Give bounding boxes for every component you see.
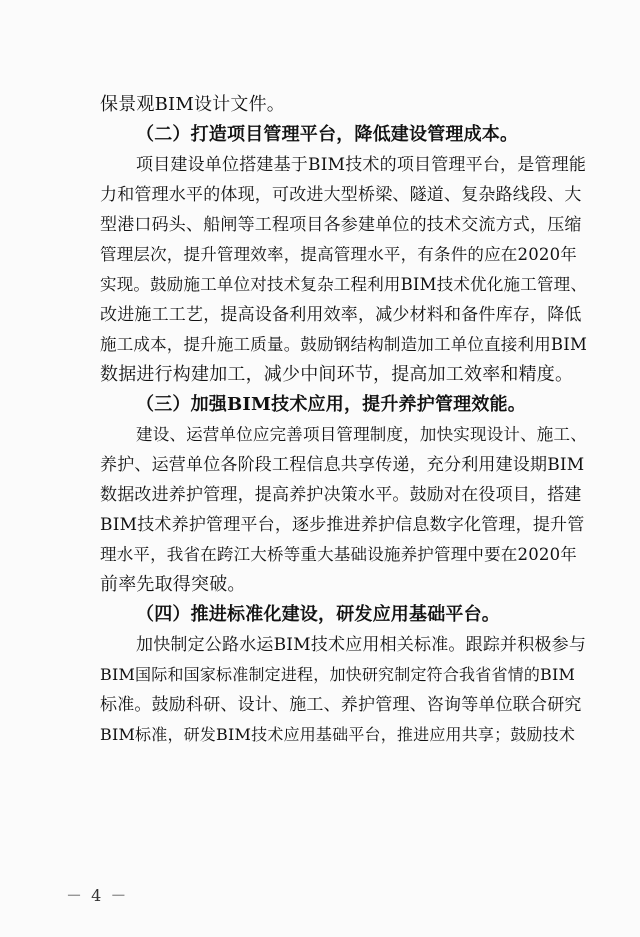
text-line: 项目建设单位搭建基于BIM技术的项目管理平台，是管理能 [136, 155, 587, 175]
text-line: BIM技术养护管理平台，逐步推进养护信息数字化管理，提升管 [100, 515, 585, 535]
section-heading: （二）打造项目管理平台，降低建设管理成本。 [136, 124, 519, 145]
page-number: － 4 － [66, 886, 129, 905]
text-line: 理水平，我省在跨江大桥等重大基础设施养护管理中要在2020年 [100, 545, 577, 564]
text-line: 施工成本，提升施工质量。鼓励钢结构制造加工单位直接利用BIM [100, 335, 588, 354]
text-line: 实现。鼓励施工单位对技术复杂工程利用BIM技术优化施工管理、 [100, 275, 588, 294]
text-line: 养护、运营单位各阶段工程信息共享传递，充分利用建设期BIM [100, 455, 585, 475]
text-line: 建设、运营单位应完善项目管理制度，加快实现设计、施工、 [136, 425, 587, 444]
text-line: BIM标准，研发BIM技术应用基础平台，推进应用共享；鼓励技术 [100, 725, 576, 744]
text-line: 加快制定公路水运BIM技术应用相关标准。跟踪并积极参与 [136, 635, 587, 655]
document-body [100, 90, 588, 750]
text-line: 改进施工工艺，提高设备利用效率，减少材料和备件库存，降低 [100, 305, 582, 325]
text-line: 型港口码头、船闸等工程项目各参建单位的技术交流方式，压缩 [100, 215, 582, 235]
text-line: 标准。鼓励科研、设计、施工、养护管理、咨询等单位联合研究 [100, 695, 582, 715]
text-line: BIM国际和国家标准制定进程，加快研究制定符合我省省情的BIM [100, 665, 576, 684]
text-line: 前率先取得突破。 [100, 574, 246, 595]
section-heading: （四）推进标准化建设，研发应用基础平台。 [136, 604, 500, 625]
text-line: 数据改进养护管理，提高养护决策水平。鼓励对在役项目，搭建 [100, 485, 582, 505]
text-line: 管理层次，提升管理效率，提高管理水平，有条件的应在2020年 [100, 245, 577, 264]
text-line: 数据进行构建加工，减少中间环节，提高加工效率和精度。 [100, 364, 574, 385]
text-line: 保景观BIM设计文件。 [100, 94, 285, 115]
section-heading: （三）加强BIM技术应用，提升养护管理效能。 [136, 394, 526, 415]
text-line: 力和管理水平的体现，可改进大型桥梁、隧道、复杂路线段、大 [100, 185, 582, 205]
